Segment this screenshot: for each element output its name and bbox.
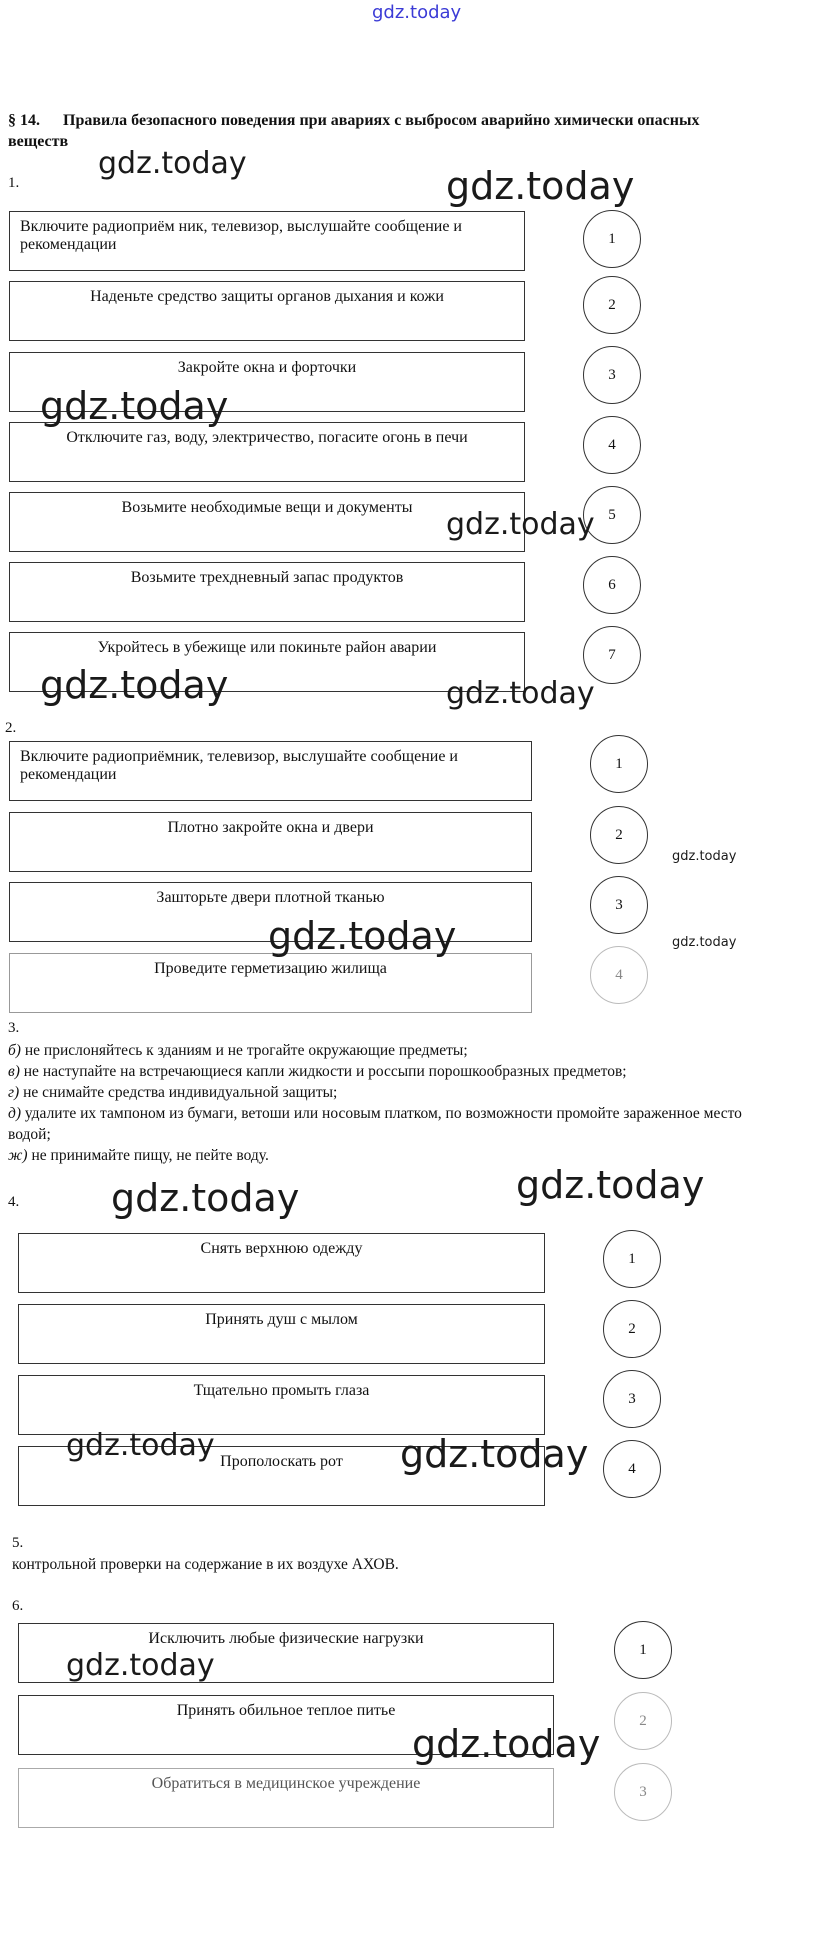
watermark: gdz.today: [40, 384, 229, 428]
q6-step-2: Принять обильное теплое питье: [18, 1695, 554, 1755]
watermark: gdz.today: [268, 914, 457, 958]
q1-step-3: Закройте окна и форточки: [9, 352, 525, 412]
q4-step-2: Принять душ с мылом: [18, 1304, 545, 1364]
q2-step-4: Проведите герметизацию жилища: [9, 953, 532, 1013]
q1-step-4: Отключите газ, воду, электричество, погасите огонь в печи: [9, 422, 525, 482]
q1-number-1: 1: [583, 210, 641, 268]
q1-number-3: 3: [583, 346, 641, 404]
q1-step-7: Укройтесь в убежище или покиньте район аварии: [9, 632, 525, 692]
question-2-label: 2.: [5, 720, 17, 736]
q2-number-4: 4: [590, 946, 648, 1004]
section-number: § 14.: [8, 112, 40, 129]
q6-step-3: Обратиться в медицинское учреждение: [18, 1768, 554, 1828]
watermark: gdz.today: [672, 935, 737, 950]
q2-number-3: 3: [590, 876, 648, 934]
q6-number-1: 1: [614, 1621, 672, 1679]
q1-number-6: 6: [583, 556, 641, 614]
watermark: gdz.today: [446, 164, 635, 208]
q2-step-2: Плотно закройте окна и двери: [9, 812, 532, 872]
q2-step-3: Зашторьте двери плотной тканью: [9, 882, 532, 942]
q2-step-1: Включите радиоприёмник, телевизор, выслушайте сообщение и рекомендации: [9, 741, 532, 801]
q1-step-1: Включите радиоприём ник, телевизор, выслушайте сообщение и рекомендации: [9, 211, 525, 271]
q6-step-1: Исключить любые физические нагрузки: [18, 1623, 554, 1683]
q2-number-1: 1: [590, 735, 648, 793]
watermark: gdz.today: [98, 146, 247, 181]
q5-answer: контрольной проверки на содержание в их воздухе АХОВ.: [12, 1556, 399, 1573]
question-3-label: 3.: [8, 1020, 20, 1036]
q4-number-4: 4: [603, 1440, 661, 1498]
q1-number-4: 4: [583, 416, 641, 474]
q1-number-2: 2: [583, 276, 641, 334]
q1-step-6: Возьмите трехдневный запас продуктов: [9, 562, 525, 622]
q1-step-5: Возьмите необходимые вещи и документы: [9, 492, 525, 552]
q3-item: ж) не принимайте пищу, не пейте воду.: [8, 1147, 269, 1164]
q6-number-2: 2: [614, 1692, 672, 1750]
watermark: gdz.today: [40, 663, 229, 707]
q3-item: б) не прислоняйтесь к зданиям и не трогайте окружающие предметы;: [8, 1042, 468, 1059]
q3-item: г) не снимайте средства индивидуальной защиты;: [8, 1084, 338, 1101]
watermark: gdz.today: [111, 1176, 300, 1220]
q3-item: д) удалите их тампоном из бумаги, ветоши или носовым платком, по возможности промойте зараженное место водой;: [8, 1105, 742, 1143]
top-watermark: gdz.today: [372, 2, 462, 23]
q3-answer-list: [8, 1040, 768, 1166]
q4-step-3: Тщательно промыть глаза: [18, 1375, 545, 1435]
q4-step-1: Снять верхнюю одежду: [18, 1233, 545, 1293]
watermark: gdz.today: [66, 1648, 215, 1683]
watermark: gdz.today: [66, 1428, 215, 1463]
q1-number-7: 7: [583, 626, 641, 684]
q6-number-3: 3: [614, 1763, 672, 1821]
watermark: gdz.today: [412, 1722, 601, 1766]
section-title: Правила безопасного поведения при авариях с выбросом аварийно химически опасных веществ: [8, 112, 700, 150]
q4-number-3: 3: [603, 1370, 661, 1428]
watermark: gdz.today: [400, 1432, 589, 1476]
question-1-label: 1.: [8, 175, 20, 191]
q3-item: в) не наступайте на встречающиеся капли жидкости и россыпи порошкообразных предметов;: [8, 1063, 627, 1080]
watermark: gdz.today: [516, 1163, 705, 1207]
q4-step-4: Прополоскать рот: [18, 1446, 545, 1506]
q2-number-2: 2: [590, 806, 648, 864]
question-5-label: 5.: [12, 1535, 24, 1551]
question-4-label: 4.: [8, 1194, 20, 1210]
watermark: gdz.today: [446, 507, 595, 542]
watermark: gdz.today: [446, 676, 595, 711]
watermark: gdz.today: [672, 849, 737, 864]
q1-number-5: 5: [583, 486, 641, 544]
q4-number-1: 1: [603, 1230, 661, 1288]
q1-step-2: Наденьте средство защиты органов дыхания и кожи: [9, 281, 525, 341]
q4-number-2: 2: [603, 1300, 661, 1358]
question-6-label: 6.: [12, 1598, 24, 1614]
